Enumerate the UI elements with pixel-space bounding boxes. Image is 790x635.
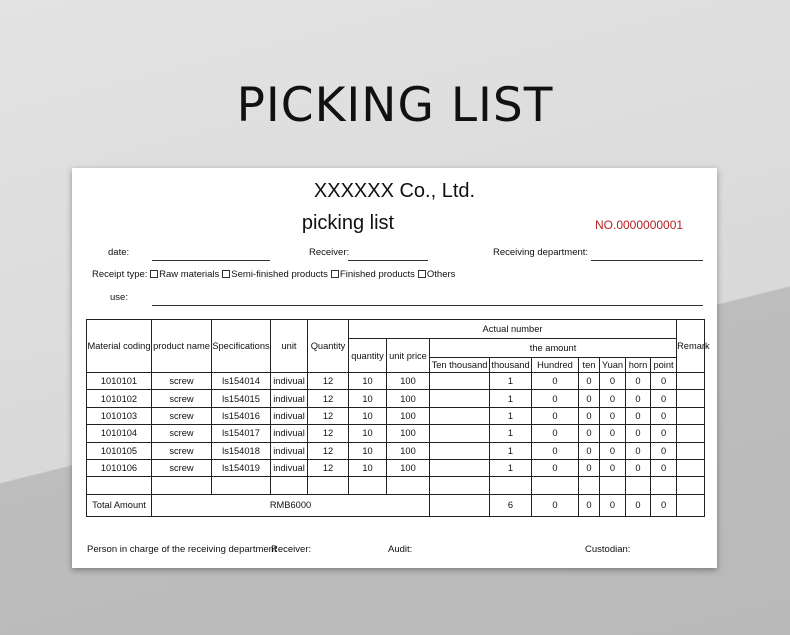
cell-empty[interactable] [430, 477, 490, 494]
header-ten-thousand: Ten thousand [430, 358, 490, 373]
picking-table [86, 319, 710, 517]
cell-thousand[interactable]: 1 [490, 407, 532, 424]
total-thousand[interactable]: 6 [490, 494, 532, 516]
company-name: XXXXXX Co., Ltd. [313, 180, 476, 202]
cell-unit-price[interactable]: 100 [387, 390, 430, 407]
cell-empty[interactable] [387, 477, 430, 494]
checkbox-icon[interactable] [418, 270, 426, 278]
cell-empty[interactable] [600, 477, 626, 494]
total-label: Total Amount [87, 494, 152, 516]
receiving-department-field-line[interactable] [591, 260, 703, 261]
cell-ten-thousand[interactable] [430, 373, 490, 390]
cell-point[interactable]: 0 [651, 425, 677, 442]
receiver-field-line[interactable] [348, 260, 428, 261]
cell-name[interactable]: screw [152, 390, 212, 407]
cell-unit-price[interactable]: 100 [387, 425, 430, 442]
header-actual-number: Actual number [349, 320, 677, 339]
cell-ten[interactable]: 0 [579, 442, 600, 459]
receipt-type-row [92, 269, 458, 280]
cell-ten[interactable]: 0 [579, 425, 600, 442]
header-unit: unit [271, 320, 308, 373]
cell-thousand[interactable]: 1 [490, 390, 532, 407]
total-row [87, 494, 705, 516]
cell-horn[interactable]: 0 [626, 390, 651, 407]
cell-horn[interactable]: 0 [626, 425, 651, 442]
cell-empty[interactable] [349, 477, 387, 494]
cell-quantity[interactable]: 12 [308, 407, 349, 424]
total-yuan[interactable]: 0 [600, 494, 626, 516]
footer-person-in-charge: Person in charge of the receiving department [87, 544, 277, 555]
header-thousand: thousand [490, 358, 532, 373]
cell-spec[interactable]: ls154017 [212, 425, 271, 442]
receiving-department-label: Receiving department: [493, 247, 589, 258]
header-point: point [651, 358, 677, 373]
cell-empty[interactable] [626, 477, 651, 494]
cell-hundred[interactable]: 0 [532, 442, 579, 459]
use-label: use: [110, 292, 128, 303]
cell-actual-quantity[interactable]: 10 [349, 390, 387, 407]
checkbox-icon[interactable] [150, 270, 158, 278]
cell-empty[interactable] [490, 477, 532, 494]
picking-list-sheet [72, 168, 717, 568]
cell-unit[interactable]: indivual [271, 390, 308, 407]
header-specifications: Specifications [212, 320, 271, 373]
cell-code[interactable]: 1010105 [87, 442, 152, 459]
cell-remark[interactable] [677, 459, 705, 476]
header-yuan: Yuan [600, 358, 626, 373]
date-field-line[interactable] [152, 260, 270, 261]
receipt-option-finished[interactable]: Finished products [331, 269, 415, 280]
cell-actual-quantity[interactable]: 10 [349, 425, 387, 442]
footer-audit: Audit: [388, 544, 413, 555]
cell-empty[interactable] [87, 477, 152, 494]
cell-ten-thousand[interactable] [430, 425, 490, 442]
cell-yuan[interactable]: 0 [600, 442, 626, 459]
cell-name[interactable]: screw [152, 407, 212, 424]
cell-remark[interactable] [677, 407, 705, 424]
banner-title: PICKING LIST [236, 78, 554, 133]
cell-empty[interactable] [212, 477, 271, 494]
cell-spec[interactable]: ls154018 [212, 442, 271, 459]
total-hundred[interactable]: 0 [532, 494, 579, 516]
cell-ten[interactable]: 0 [579, 407, 600, 424]
cell-point[interactable]: 0 [651, 373, 677, 390]
cell-quantity[interactable]: 12 [308, 442, 349, 459]
checkbox-icon[interactable] [222, 270, 230, 278]
table-row [87, 390, 705, 407]
cell-name[interactable]: screw [152, 373, 212, 390]
total-ten[interactable]: 0 [579, 494, 600, 516]
table-row [87, 442, 705, 459]
cell-empty[interactable] [152, 477, 212, 494]
footer-receiver: Receiver: [271, 544, 312, 555]
cell-point[interactable]: 0 [651, 407, 677, 424]
cell-unit[interactable]: indivual [271, 407, 308, 424]
receipt-option-semi-finished[interactable]: Semi-finished products [222, 269, 328, 280]
cell-unit-price[interactable]: 100 [387, 459, 430, 476]
table-row [87, 407, 705, 424]
document-title: picking list [301, 212, 395, 234]
receipt-option-raw-materials[interactable]: Raw materials [150, 269, 219, 280]
cell-hundred[interactable]: 0 [532, 459, 579, 476]
cell-horn[interactable]: 0 [626, 459, 651, 476]
cell-point[interactable]: 0 [651, 459, 677, 476]
cell-name[interactable]: screw [152, 459, 212, 476]
cell-empty[interactable] [677, 477, 705, 494]
table-row [87, 425, 705, 442]
cell-code[interactable]: 1010104 [87, 425, 152, 442]
cell-empty[interactable] [308, 477, 349, 494]
header-ten: ten [579, 358, 600, 373]
total-point[interactable]: 0 [651, 494, 677, 516]
table-row-empty [87, 477, 705, 494]
cell-spec[interactable]: ls154016 [212, 407, 271, 424]
cell-yuan[interactable]: 0 [600, 459, 626, 476]
cell-name[interactable]: screw [152, 425, 212, 442]
receipt-type-label: Receipt type: [92, 269, 148, 280]
cell-hundred[interactable]: 0 [532, 373, 579, 390]
document-number: NO.0000000001 [595, 218, 684, 232]
cell-code[interactable]: 1010106 [87, 459, 152, 476]
header-remark: Remark [677, 320, 705, 373]
cell-actual-quantity[interactable]: 10 [349, 407, 387, 424]
cell-quantity[interactable]: 12 [308, 390, 349, 407]
total-ten-thousand[interactable] [430, 494, 490, 516]
cell-unit-price[interactable]: 100 [387, 407, 430, 424]
cell-point[interactable]: 0 [651, 390, 677, 407]
cell-quantity[interactable]: 12 [308, 459, 349, 476]
cell-thousand[interactable]: 1 [490, 425, 532, 442]
receipt-option-others[interactable]: Others [418, 269, 456, 280]
cell-thousand[interactable]: 1 [490, 373, 532, 390]
cell-unit[interactable]: indivual [271, 373, 308, 390]
cell-actual-quantity[interactable]: 10 [349, 373, 387, 390]
cell-point[interactable]: 0 [651, 442, 677, 459]
total-value[interactable]: RMB6000 [152, 494, 430, 516]
total-horn[interactable]: 0 [626, 494, 651, 516]
header-unit-price: unit price [387, 339, 430, 373]
cell-unit[interactable]: indivual [271, 442, 308, 459]
cell-spec[interactable]: ls154019 [212, 459, 271, 476]
cell-code[interactable]: 1010103 [87, 407, 152, 424]
cell-ten-thousand[interactable] [430, 390, 490, 407]
cell-code[interactable]: 1010102 [87, 390, 152, 407]
cell-code[interactable]: 1010101 [87, 373, 152, 390]
cell-thousand[interactable]: 1 [490, 442, 532, 459]
receiver-label: Receiver: [309, 247, 350, 258]
cell-remark[interactable] [677, 425, 705, 442]
use-field-line[interactable] [152, 305, 703, 306]
cell-quantity[interactable]: 12 [308, 373, 349, 390]
cell-name[interactable]: screw [152, 442, 212, 459]
table-row [87, 459, 705, 476]
cell-horn[interactable]: 0 [626, 373, 651, 390]
cell-quantity[interactable]: 12 [308, 425, 349, 442]
cell-remark[interactable] [677, 373, 705, 390]
cell-unit[interactable]: indivual [271, 425, 308, 442]
cell-ten[interactable]: 0 [579, 373, 600, 390]
cell-yuan[interactable]: 0 [600, 425, 626, 442]
cell-hundred[interactable]: 0 [532, 390, 579, 407]
header-hundred: Hundred [532, 358, 579, 373]
header-actual-quantity: quantity [349, 339, 387, 373]
cell-unit-price[interactable]: 100 [387, 373, 430, 390]
header-horn: horn [626, 358, 651, 373]
cell-yuan[interactable]: 0 [600, 407, 626, 424]
footer-custodian: Custodian: [585, 544, 631, 555]
cell-ten[interactable]: 0 [579, 459, 600, 476]
header-material-coding: Material coding [87, 320, 152, 373]
cell-ten-thousand[interactable] [430, 407, 490, 424]
header-quantity: Quantity [308, 320, 349, 373]
cell-unit[interactable]: indivual [271, 459, 308, 476]
cell-hundred[interactable]: 0 [532, 425, 579, 442]
total-remark[interactable] [677, 494, 705, 516]
cell-ten[interactable]: 0 [579, 390, 600, 407]
cell-spec[interactable]: ls154014 [212, 373, 271, 390]
cell-unit-price[interactable]: 100 [387, 442, 430, 459]
cell-remark[interactable] [677, 390, 705, 407]
cell-empty[interactable] [271, 477, 308, 494]
checkbox-icon[interactable] [331, 270, 339, 278]
cell-empty[interactable] [651, 477, 677, 494]
header-the-amount: the amount [430, 339, 677, 358]
header-product-name: product name [152, 320, 212, 373]
table-row [87, 373, 705, 390]
cell-remark[interactable] [677, 442, 705, 459]
cell-yuan[interactable]: 0 [600, 373, 626, 390]
date-label: date: [108, 247, 130, 258]
cell-thousand[interactable]: 1 [490, 459, 532, 476]
cell-empty[interactable] [532, 477, 579, 494]
cell-ten-thousand[interactable] [430, 459, 490, 476]
cell-horn[interactable]: 0 [626, 442, 651, 459]
cell-hundred[interactable]: 0 [532, 407, 579, 424]
cell-spec[interactable]: ls154015 [212, 390, 271, 407]
cell-actual-quantity[interactable]: 10 [349, 442, 387, 459]
cell-ten-thousand[interactable] [430, 442, 490, 459]
cell-yuan[interactable]: 0 [600, 390, 626, 407]
cell-actual-quantity[interactable]: 10 [349, 459, 387, 476]
cell-empty[interactable] [579, 477, 600, 494]
cell-horn[interactable]: 0 [626, 407, 651, 424]
